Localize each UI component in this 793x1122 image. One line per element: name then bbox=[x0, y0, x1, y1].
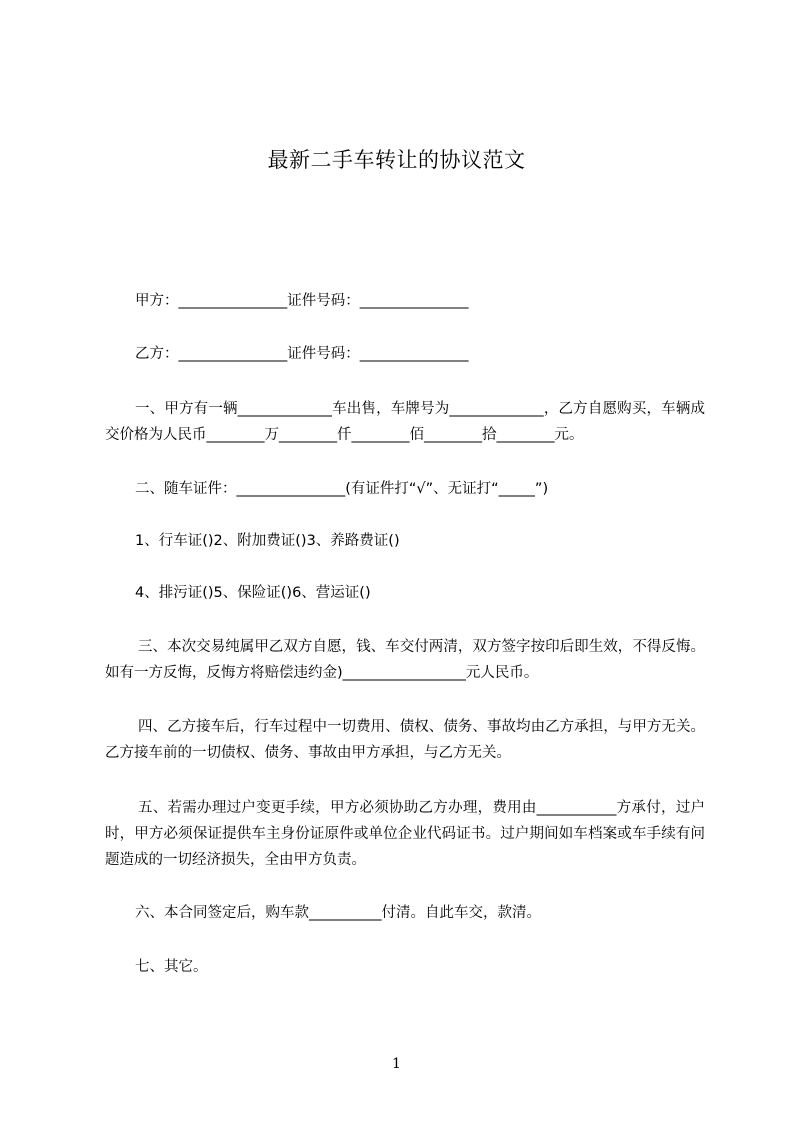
page-number: 1 bbox=[392, 1056, 401, 1072]
party-a-line: 甲方：_______________证件号码：_______________ bbox=[135, 293, 469, 309]
party-b-line: 乙方：_______________证件号码：_______________ bbox=[135, 346, 469, 362]
clause-3-paragraph: 三、本次交易纯属甲乙双方自愿，钱、车交付两清，双方签字按印后即生效，不得反悔。如有一方反悔，反悔方将赔偿违约金)_________________元人民币。 bbox=[105, 639, 705, 681]
clause-6-line: 六、本合同签定后，购车款__________付清。自此车交，款清。 bbox=[135, 905, 541, 921]
clause-5-paragraph: 五、若需办理过户变更手续，甲方必须协助乙方办理，费用由___________方承付，过户时，甲方必须保证提供车主身份证原件或单位企业代码证书。过户期间如车档案或车手续有问题造成的一切经济损失，全由甲方负责。 bbox=[105, 800, 705, 868]
clause-4-paragraph: 四、乙方接车后，行车过程中一切费用、债权、债务、事故均由乙方承担，与甲方无关。乙方接车前的一切债权、债务、事故由甲方承担，与乙方无关。 bbox=[105, 719, 705, 761]
clause-2-line: 二、随车证件：_______________(有证件打“√”、无证打“_____”) bbox=[135, 481, 549, 497]
document-title: 最新二手车转让的协议范文 bbox=[267, 148, 526, 172]
clause-1-paragraph: 一、甲方有一辆_____________车出售，车牌号为_____________，乙方自愿购买，车辆成交价格为人民币________万________仟________佰________拾________元。 bbox=[105, 401, 705, 443]
clause-7-line: 七、其它。 bbox=[135, 959, 208, 975]
clause-2-items-b: 4、排污证()5、保险证()6、营运证() bbox=[135, 585, 371, 601]
clause-2-items-a: 1、行车证()2、附加费证()3、养路费证() bbox=[135, 533, 400, 549]
